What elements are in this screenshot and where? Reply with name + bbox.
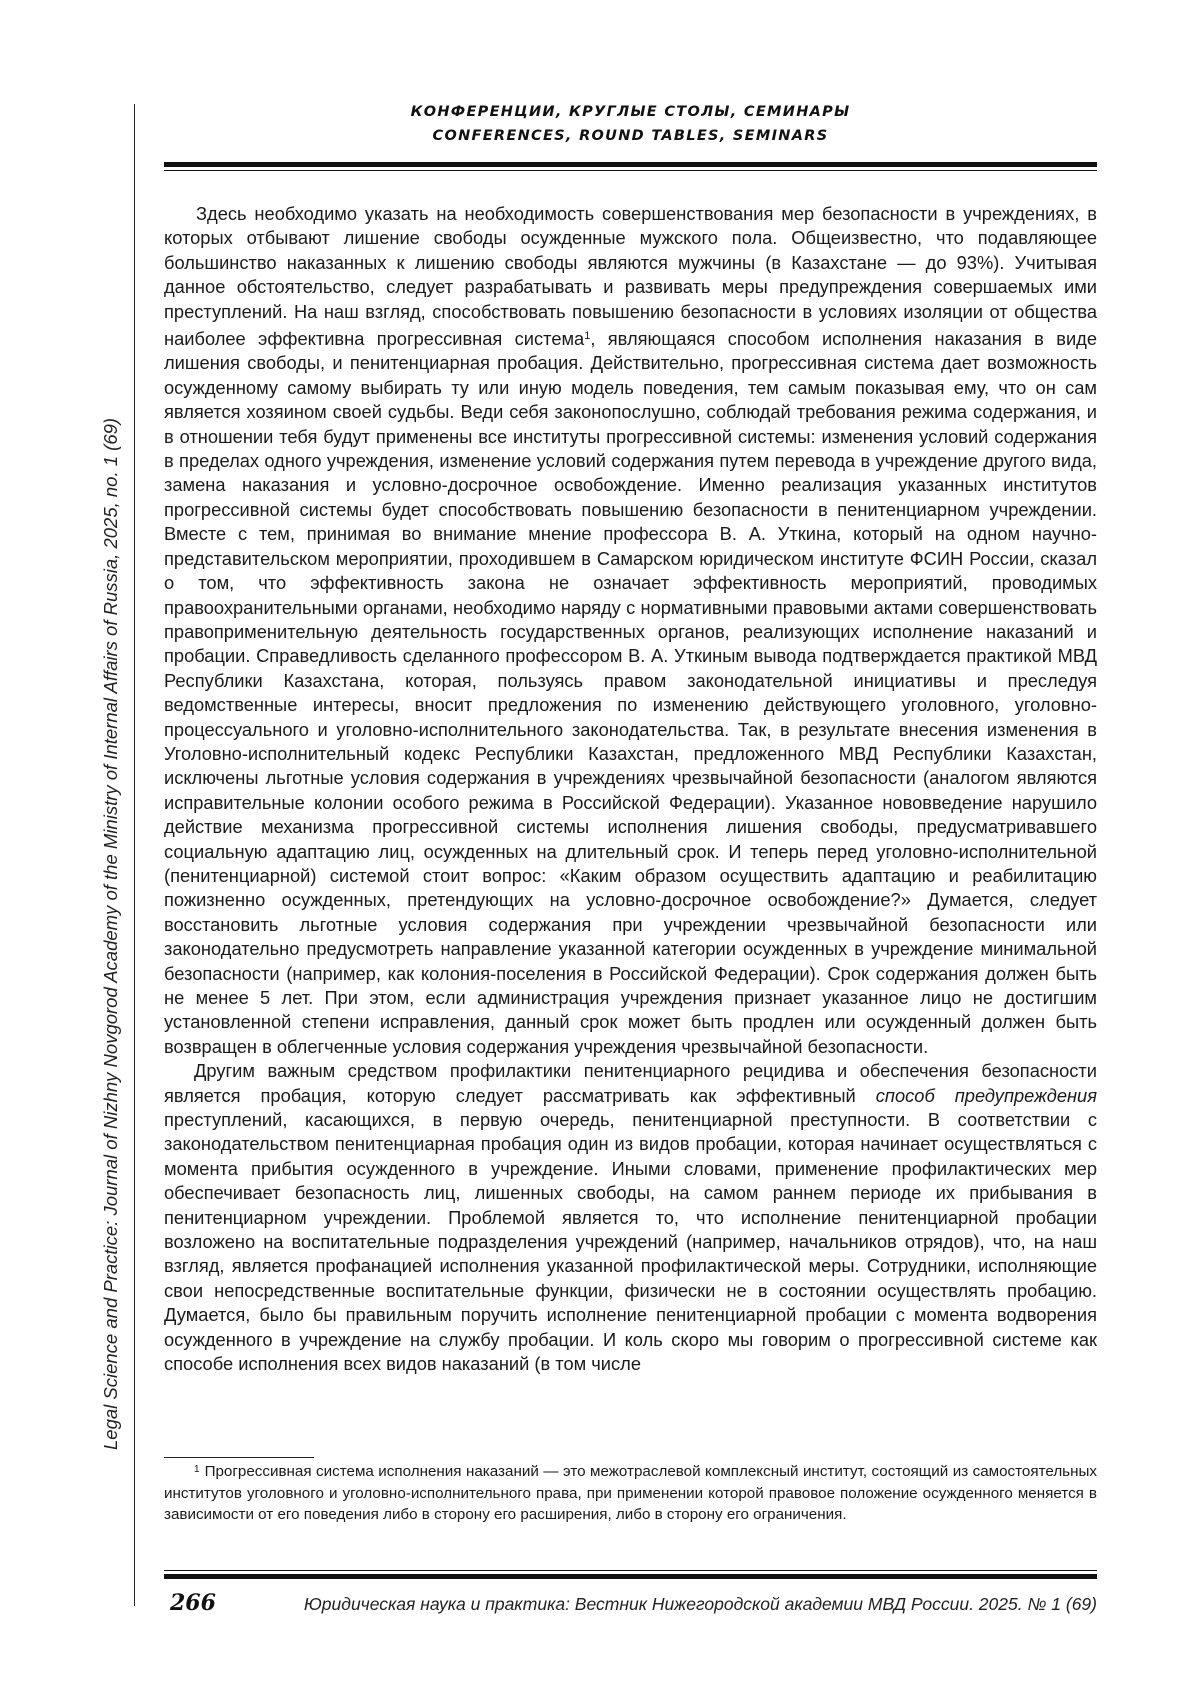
spine-journal-title: Legal Science and Practice: Journal of Nizhny Novgorod Academy of the Ministry of Internal Affairs of Russia, 2025, no. 1 (69) bbox=[100, 417, 121, 1450]
footer-rule-thin bbox=[164, 1570, 1097, 1571]
footnote-text: Прогрессивная система исполнения наказаний — это межотраслевой комплексный институт, состоящий из самостоятельных институтов уголовного и уголовно-исполнительного права, при применении которой правовое положение осужденного меняется в зависимости от его поведения либо в сторону его расширения, либо в сторону его ограничения. bbox=[164, 1463, 1097, 1523]
footnote bbox=[164, 1459, 1097, 1526]
paragraph-text: Другим важным средством профилактики пенитенциарного рецидива и обеспечения безопасности является пробация, которую следует рассматривать как эффективный bbox=[164, 1060, 1097, 1106]
running-header bbox=[164, 100, 1097, 148]
paragraph bbox=[164, 1059, 1097, 1376]
header-title-en: CONFERENCES, ROUND TABLES, SEMINARS bbox=[432, 128, 829, 144]
left-margin-rule bbox=[134, 104, 135, 1606]
page-number: 266 bbox=[170, 1590, 216, 1616]
article-body bbox=[164, 202, 1097, 1377]
footnote-number: 1 bbox=[194, 1464, 200, 1475]
footnote-separator bbox=[164, 1457, 314, 1458]
header-rule-thick bbox=[164, 162, 1097, 167]
paragraph-text: преступлений, касающихся, в первую очередь, пенитенциарной преступности. В соответствии с законодательством пенитенциарная пробация один из видов пробации, которая начинает осуществляться с момента прибытия осужденного в учреждение. Иными словами, применение профилактических мер обеспечивает безопасность лиц, лишенных свободы, на самом раннем периоде их прибывания в пенитенциарном учреждении. Проблемой является то, что исполнение пенитенциарной пробации возложено на воспитательные подразделения учреждений (например, начальников отрядов), что, на наш взгляд, является профанацией исполнения указанной профилактической меры. Сотрудники, исполняющие свои непосредственные воспитательные функции, физически не в состоянии осуществлять пробацию. Думается, было бы правильным поручить исполнение пенитенциарной пробации с момента водворения осужденного в учреждение на службу пробации. И коль скоро мы говорим о прогрессивной системе как способе исполнения всех видов наказаний (в том числе bbox=[164, 1109, 1097, 1375]
emphasis-text: способ предупреждения bbox=[875, 1084, 1097, 1106]
paragraph-text: Здесь необходимо указать на необходимость совершенствования мер безопасности в учреждениях, в которых отбывают лишение свободы осужденные мужского пола. Общеизвестно, что подавляющее большинство наказанных к лишению свободы являются мужчины (в Казахстане — до 93%). Учитывая данное обстоятельство, следует разрабатывать и развивать меры предупреждения совершаемых ими преступлений. На наш взгляд, способствовать повышению безопасности в условиях изоляции от общества наиболее эффективна прогрессивная система bbox=[164, 203, 1097, 350]
paragraph bbox=[164, 202, 1097, 1059]
footer-rule-thick bbox=[164, 1574, 1097, 1579]
paragraph-text: , являющаяся способом исполнения наказания в виде лишения свободы, и пенитенциарная пробация. Действительно, прогрессивная система дает возможность осужденному самому выбирать ту или иную модель поведения, тем самым показывая ему, что он сам является хозяином своей судьбы. Веди себя законопослушно, соблюдай требования режима содержания, и в отношении тебя будут применены все институты прогрессивной системы: изменения условий содержания в пределах одного учреждения, изменение условий содержания путем перевода в учреждение другого вида, замена наказания и условно-досрочное освобождение. Именно реализация указанных институтов прогрессивной системы будет способствовать повышению безопасности в пенитенциарном учреждении. Вместе с тем, принимая во внимание мнение профессора В. А. Уткина, который на одном научно-представительском мероприятии, проходившем в Самарском юридическом институте ФСИН России, сказал о том, что эффективность закона не означает эффективность мероприятий, проводимых правоохранительными органами, необходимо наряду с нормативными правовыми актами совершенствовать правоприменительную деятельность государственных органов, реализующих исполнение наказаний и пробации. Справедливость сделанного профессором В. А. Уткиным вывода подтверждается практикой МВД Республики Казахстана, которая, пользуясь правом законодательной инициативы и преследуя ведомственные интересы, вносит предложения по изменению действующего уголовного, уголовно-процессуального и уголовно-исполнительного законодательства. Так, в результате внесения изменения в Уголовно-исполнительный кодекс Республики Казахстан, предложенного МВД Республики Казахстан, исключены льготные условия содержания в учреждениях чрезвычайной безопасности (аналогом являются исправительные колонии особого режима в Российской Федерации). Указанное нововведение нарушило действие механизма прогрессивной системы исполнения лишения свободы, предусматривавшего социальную адаптацию лиц, осужденных на длительный срок. И теперь перед уголовно-исполнительной (пенитенциарной) системой стоит вопрос: «Каким образом осуществить адаптацию и реабилитацию пожизненно осужденных, претендующих на условно-досрочное освобождение?» Думается, следует восстановить льготные условия содержания при учреждении чрезвычайной безопасности или законодательно предусмотреть направление указанной категории осужденных в учреждение минимальной безопасности (например, как колония-поселения в Российской Федерации). Срок содержания должен быть не менее 5 лет. При этом, если администрация учреждения признает указанное лицо не достигшим установленной степени исправления, данный срок может быть продлен или осужденный должен быть возвращен в облегченные условия содержания учреждения чрезвычайной безопасности. bbox=[164, 328, 1097, 1057]
footer-journal-title: Юридическая наука и практика: Вестник Нижегородской академии МВД России. 2025. № 1 (69) bbox=[303, 1594, 1097, 1614]
header-rule-thin bbox=[164, 170, 1097, 171]
header-title-ru: КОНФЕРЕНЦИИ, КРУГЛЫЕ СТОЛЫ, СЕМИНАРЫ bbox=[410, 104, 851, 120]
footnote-reference: 1 bbox=[584, 330, 591, 343]
